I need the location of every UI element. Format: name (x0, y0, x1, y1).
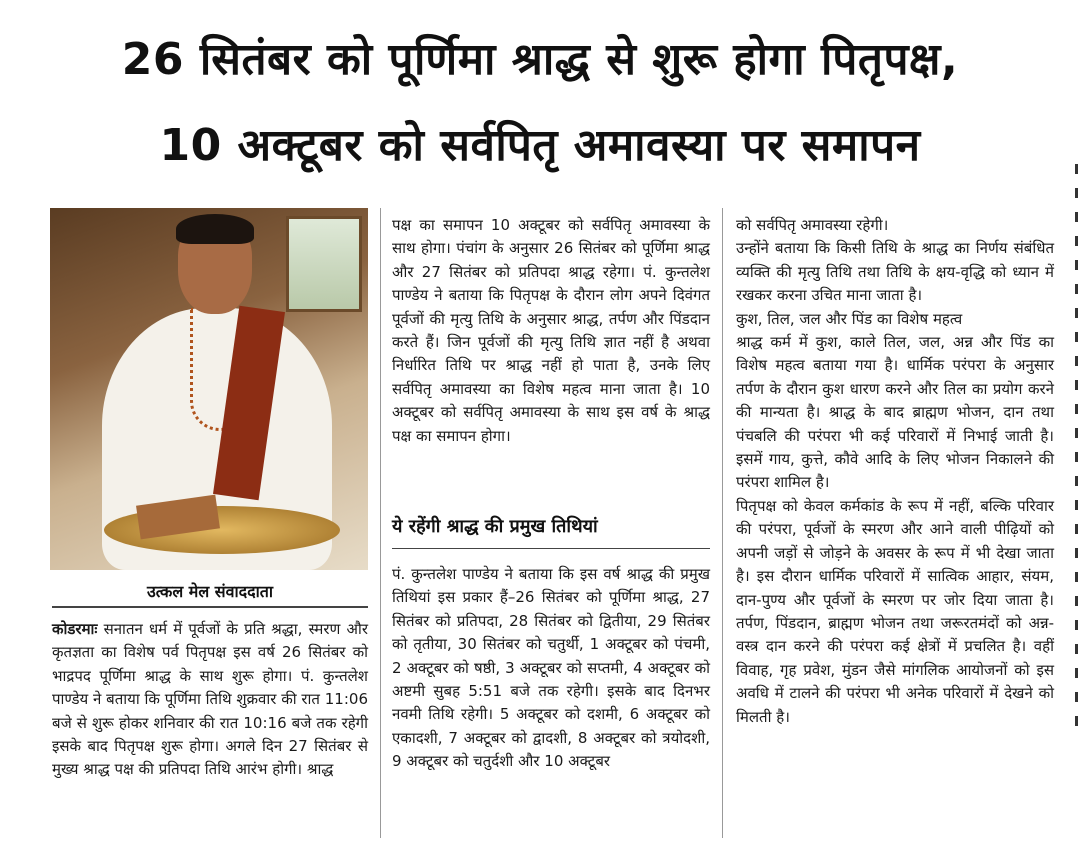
headline-line-2: 10 अक्टूबर को सर्वपितृ अमावस्या पर समापन (159, 120, 921, 171)
photo-figure-hair (176, 214, 254, 244)
column-3-paragraph-5: पितृपक्ष को केवल कर्मकांड के रूप में नहीं, बल्कि परिवार की परंपरा, पूर्वजों के स्मरण और आने वाली पीढ़ियों को अपनी जड़ों से जोड़ने के अवसर के रूप में भी देखा जाता है। इस दौरान धार्मिक परिवारों में सात्विक आहार, संयम, दान-पुण्य और पूर्वजों के स्मरण पर जोर दिया जाता है। तर्पण, पिंडदान, ब्राह्मण भोजन तथा जरूरतमंदों को अन्न-वस्त्र दान करने की परंपरा कई क्षेत्रों में प्रचलित है। वहीं विवाह, गृह प्रवेश, मुंडन जैसे मांगलिक आयोजनों को इस अवधि में टालने की परंपरा भी अनेक परिवारों में देखने को मिलती है। (736, 496, 1054, 726)
column-divider-1 (380, 208, 381, 838)
column-1-text: सनातन धर्म में पूर्वजों के प्रति श्रद्धा, स्मरण और कृतज्ञता का विशेष पर्व पितृपक्ष इस वर्ष 26 सितंबर को भाद्रपद पूर्णिमा श्राद्ध के साथ शुरू होगा। पं. कुन्तलेश पाण्डेय ने बताया कि पूर्णिमा तिथि शुक्रवार की रात 11:06 बजे से शुरू होकर शनिवार की रात 10:16 बजे तक रहेगी इसके बाद पितृपक्ष शुरू होगा। अगले दिन 27 सितंबर से मुख्य श्राद्ध पक्ष की प्रतिपदा तिथि आरंभ होगी। श्राद्ध (52, 620, 368, 779)
byline: उत्कल मेल संवाददाता (146, 582, 274, 601)
column-3-paragraph-3: कुश, तिल, जल और पिंड का विशेष महत्व (736, 309, 963, 328)
headline-line-1: 26 सितंबर को पूर्णिमा श्राद्ध से शुरू होगा पितृपक्ष, (121, 34, 959, 85)
photo-window (286, 216, 362, 312)
subheading-rule (392, 548, 710, 549)
adjacent-page-edge (1072, 150, 1080, 840)
article-photo (50, 208, 368, 570)
article-column-2-bottom (392, 563, 710, 774)
column-3-paragraph-1: को सर्वपितृ अमावस्या रहेगी। (736, 216, 889, 234)
column-2-bottom-text: पं. कुन्तलेश पाण्डेय ने बताया कि इस वर्ष श्राद्ध की प्रमुख तिथियां इस प्रकार हैं–26 सितंबर को पूर्णिमा श्राद्ध, 27 सितंबर को प्रतिपदा, 28 सितंबर को द्वितीया, 29 सितंबर को तृतीया, 30 सितंबर को चतुर्थी, 1 अक्टूबर को पंचमी, 2 अक्टूबर को षष्ठी, 3 अक्टूबर को सप्तमी, 4 अक्टूबर को अष्टमी सुबह 5:51 बजे तक रहेगी। इसके बाद दिनभर नवमी तिथि रहेगी। 5 अक्टूबर को दशमी, 6 अक्टूबर को एकादशी, 7 अक्टूबर को द्वादशी, 8 अक्टूबर को त्रयोदशी, 9 अक्टूबर को चतुर्दशी और 10 अक्टूबर (392, 565, 710, 771)
article-column-1 (52, 618, 368, 782)
column-divider-2 (722, 208, 723, 838)
article-column-3 (736, 214, 1054, 729)
dateline: कोडरमाः (52, 620, 98, 638)
article-column-2-top (392, 214, 710, 448)
column-3-paragraph-4: श्राद्ध कर्म में कुश, काले तिल, जल, अन्न और पिंड का विशेष महत्व बताया गया है। धार्मिक परंपरा के अनुसार तर्पण के दौरान कुश धारण करने और तिल का प्रयोग करने की मान्यता है। श्राद्ध के बाद ब्राह्मण भोजन, दान तथा पंचबलि की परंपरा भी कई परिवारों में निभाई जाती है। इसमें गाय, कुत्ते, कौवे आदि के लिए भोजन निकालने की परंपरा शामिल है। (736, 333, 1054, 492)
column-3-paragraph-2: उन्होंने बताया कि किसी तिथि के श्राद्ध का निर्णय संबंधित व्यक्ति की मृत्यु तिथि तथा तिथि के क्षय-वृद्धि को ध्यान में रखकर करना उचित माना जाता है। (736, 239, 1054, 305)
column-2-top-text: पक्ष का समापन 10 अक्टूबर को सर्वपितृ अमावस्या के साथ होगा। पंचांग के अनुसार 26 सितंबर को पूर्णिमा श्राद्ध और 27 सितंबर को प्रतिपदा श्राद्ध रहेगा। पं. कुन्तलेश पाण्डेय ने बताया कि पितृपक्ष के दौरान लोग अपने दिवंगत पूर्वजों की मृत्यु तिथि के अनुसार श्राद्ध, तर्पण और पिंडदान करते हैं। जिन पूर्वजों की मृत्यु तिथि ज्ञात नहीं है अथवा निर्धारित तिथि पर श्राद्ध नहीं हो पाता है, उनके लिए सर्वपितृ अमावस्या का विशेष महत्व माना जाता है। 10 अक्टूबर को सर्वपितृ अमावस्या के साथ इस वर्ष के श्राद्ध पक्ष का समापन होगा। (392, 216, 710, 445)
subheading-dates: ये रहेंगी श्राद्ध की प्रमुख तिथियां (392, 516, 598, 537)
byline-rule (52, 606, 368, 608)
